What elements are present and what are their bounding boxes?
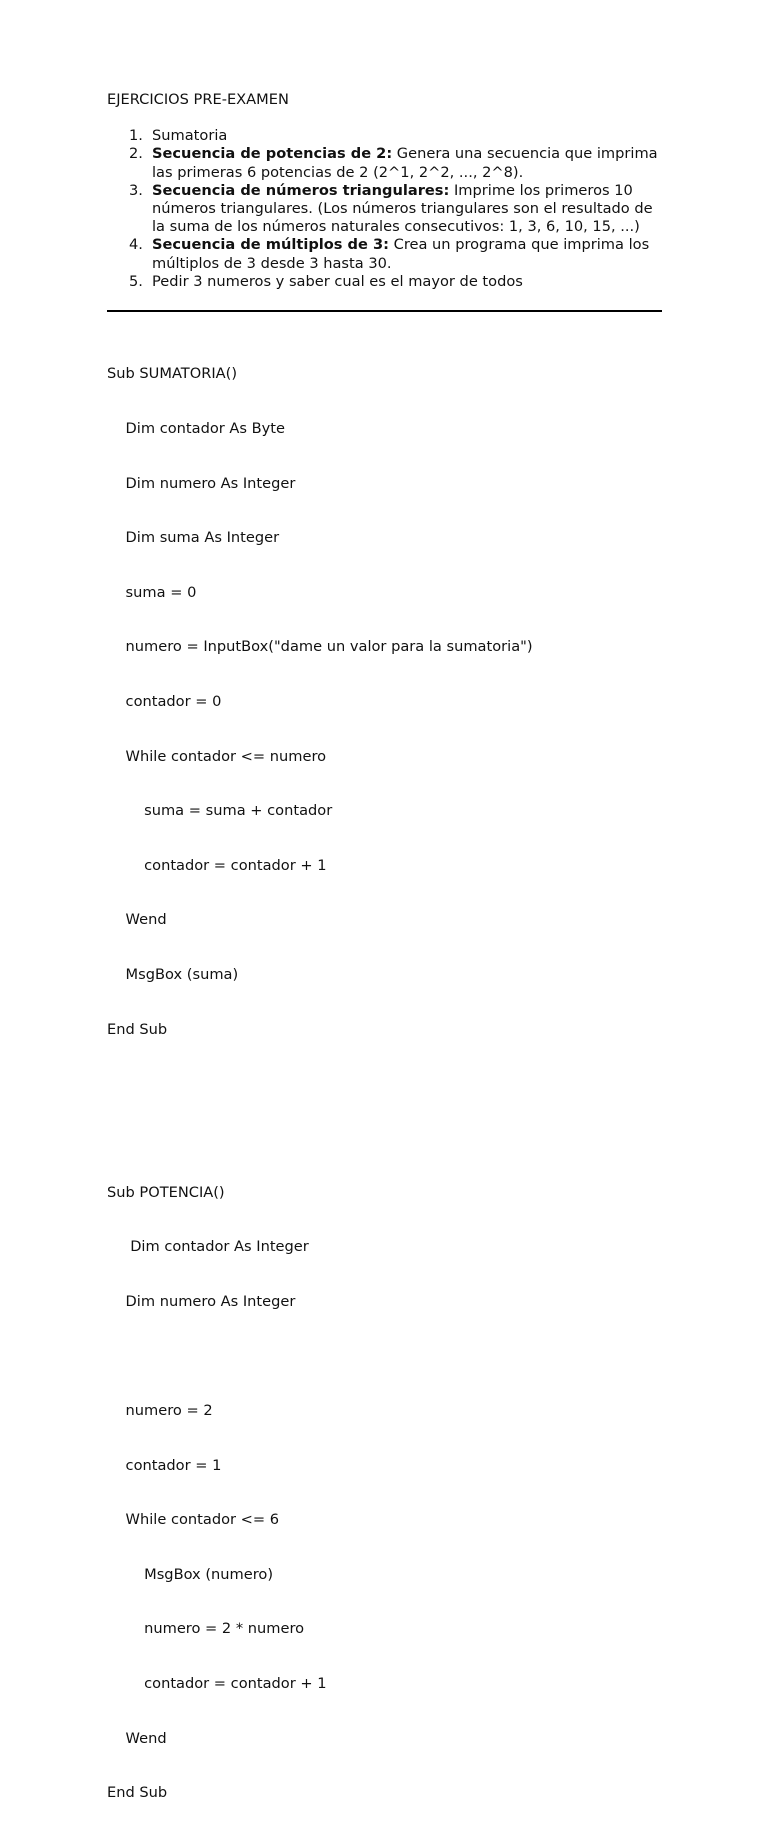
exercise-text: Genera una secuencia que imprima las primeras 6 potencias de 2 (2^1, 2^2, ..., 2^8). bbox=[152, 145, 658, 181]
exercise-item bbox=[107, 127, 662, 145]
document-page bbox=[107, 91, 662, 1839]
code-line: suma = suma + contador bbox=[107, 802, 333, 820]
code-line: MsgBox (numero) bbox=[107, 1565, 274, 1583]
exercise-item bbox=[107, 236, 662, 272]
section-divider bbox=[107, 310, 662, 312]
code-line: Dim numero As Integer bbox=[107, 1292, 296, 1310]
code-line bbox=[107, 1347, 662, 1365]
exercise-number: 4. bbox=[129, 236, 143, 254]
exercise-number: 2. bbox=[129, 145, 143, 163]
code-line: Wend bbox=[107, 1729, 167, 1747]
exercise-heading: Secuencia de múltiplos de 3: bbox=[152, 236, 389, 254]
exercise-number: 1. bbox=[129, 127, 143, 145]
exercise-text: Crea un programa que imprima los múltiplos de 3 desde 3 hasta 30. bbox=[152, 236, 650, 272]
code-line: contador = contador + 1 bbox=[107, 856, 327, 874]
exercise-heading: Secuencia de números triangulares: bbox=[152, 181, 450, 199]
exercise-text: Sumatoria bbox=[152, 127, 228, 145]
code-block-sumatoria bbox=[107, 329, 662, 1075]
exercise-text: Imprime los primeros 10 números triangulares. (Los números triangulares son el resultado de la suma de los números naturales consecutivos: 1, 3, 6, 10, 15, ...) bbox=[152, 181, 653, 236]
code-line: Sub SUMATORIA() bbox=[107, 365, 238, 383]
exercise-item bbox=[107, 182, 662, 237]
code-line: Dim contador As Integer bbox=[107, 1238, 309, 1256]
code-line: While contador <= numero bbox=[107, 747, 327, 765]
exercise-item bbox=[107, 273, 662, 291]
code-line: contador = contador + 1 bbox=[107, 1674, 327, 1692]
code-line: contador = 1 bbox=[107, 1456, 222, 1474]
exercise-number: 3. bbox=[129, 181, 143, 199]
spacer bbox=[107, 1075, 662, 1147]
document-title: EJERCICIOS PRE-EXAMEN bbox=[107, 91, 289, 108]
code-line: End Sub bbox=[107, 1020, 168, 1038]
code-line: Dim suma As Integer bbox=[107, 529, 280, 547]
code-line: numero = InputBox("dame un valor para la sumatoria") bbox=[107, 638, 533, 656]
code-line: While contador <= 6 bbox=[107, 1511, 280, 1529]
code-line: Wend bbox=[107, 911, 167, 929]
exercise-text: Pedir 3 numeros y saber cual es el mayor de todos bbox=[152, 272, 523, 290]
exercise-heading: Secuencia de potencias de 2: bbox=[152, 145, 393, 163]
code-line: Sub POTENCIA() bbox=[107, 1183, 225, 1201]
code-line: numero = 2 bbox=[107, 1401, 213, 1419]
code-line: suma = 0 bbox=[107, 583, 197, 601]
exercise-number: 5. bbox=[129, 272, 143, 290]
code-line: End Sub bbox=[107, 1784, 168, 1802]
code-line: contador = 0 bbox=[107, 693, 222, 710]
exercise-list bbox=[107, 127, 662, 291]
code-line: Dim numero As Integer bbox=[107, 474, 296, 492]
exercise-item bbox=[107, 145, 662, 181]
code-block-potencia bbox=[107, 1147, 662, 1839]
code-line: Dim contador As Byte bbox=[107, 420, 285, 438]
code-line: MsgBox (suma) bbox=[107, 965, 239, 983]
code-line: numero = 2 * numero bbox=[107, 1620, 305, 1638]
